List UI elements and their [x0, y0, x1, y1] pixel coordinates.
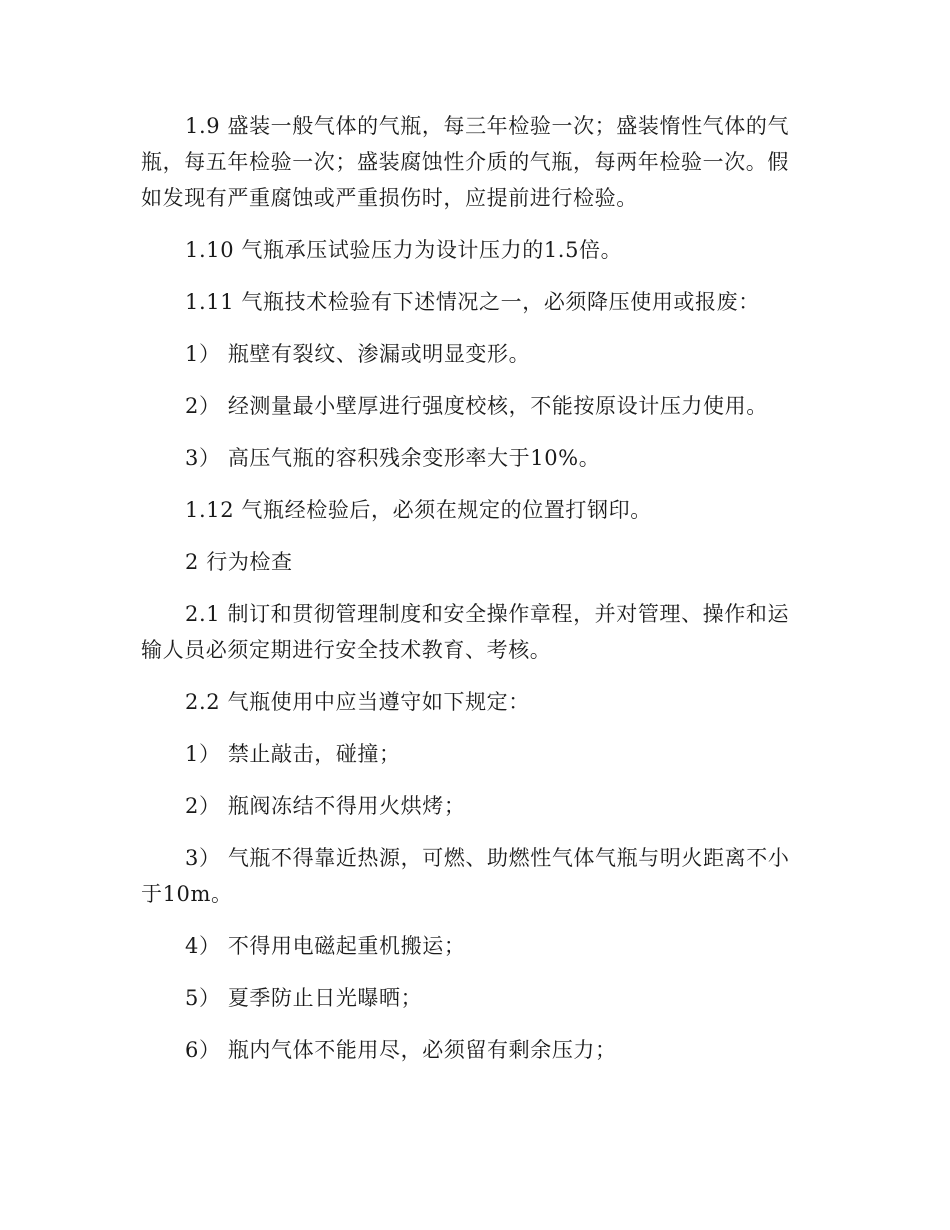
list-item-2-2-3 — [141, 840, 801, 912]
paragraph-line: 瓶，每五年检验一次；盛装腐蚀性介质的气瓶，每两年检验一次。假 — [141, 150, 789, 174]
list-item-2-2-2: 2） 瓶阀冻结不得用火烘烤； — [185, 794, 466, 818]
list-item-2-2-4: 4） 不得用电磁起重机搬运； — [185, 934, 466, 958]
section-heading-2: 2 行为检查 — [185, 550, 293, 574]
paragraph-line: 3） 气瓶不得靠近热源，可燃、助燃性气体气瓶与明火距离不小 — [185, 846, 790, 870]
list-item-2-2-1: 1） 禁止敲击，碰撞； — [185, 742, 401, 766]
paragraph-1-10: 1.10 气瓶承压试验压力为设计压力的1.5倍。 — [185, 238, 623, 262]
list-item-2-2-5: 5） 夏季防止日光曝晒； — [185, 986, 423, 1010]
paragraph-1-11: 1.11 气瓶技术检验有下述情况之一，必须降压使用或报废： — [185, 290, 760, 314]
paragraph-line: 如发现有严重腐蚀或严重损伤时，应提前进行检验。 — [141, 186, 638, 210]
list-item-2-2-6: 6） 瓶内气体不能用尽，必须留有剩余压力； — [185, 1038, 617, 1062]
paragraph-1-12: 1.12 气瓶经检验后，必须在规定的位置打钢印。 — [185, 498, 652, 522]
document-body — [141, 108, 801, 1084]
list-item-1-11-3: 3） 高压气瓶的容积残余变形率大于10%。 — [185, 446, 601, 470]
paragraph-2-1 — [141, 596, 801, 668]
paragraph-line: 于10m。 — [141, 882, 233, 906]
paragraph-line: 1.9 盛装一般气体的气瓶，每三年检验一次；盛装惰性气体的气 — [185, 114, 790, 138]
paragraph-line: 输人员必须定期进行安全技术教育、考核。 — [141, 638, 552, 662]
list-item-1-11-1: 1） 瓶壁有裂纹、渗漏或明显变形。 — [185, 342, 531, 366]
paragraph-2-2: 2.2 气瓶使用中应当遵守如下规定： — [185, 690, 530, 714]
list-item-1-11-2: 2） 经测量最小壁厚进行强度校核，不能按原设计压力使用。 — [185, 394, 768, 418]
paragraph-line: 2.1 制订和贯彻管理制度和安全操作章程，并对管理、操作和运 — [185, 602, 790, 626]
paragraph-1-9 — [141, 108, 801, 216]
